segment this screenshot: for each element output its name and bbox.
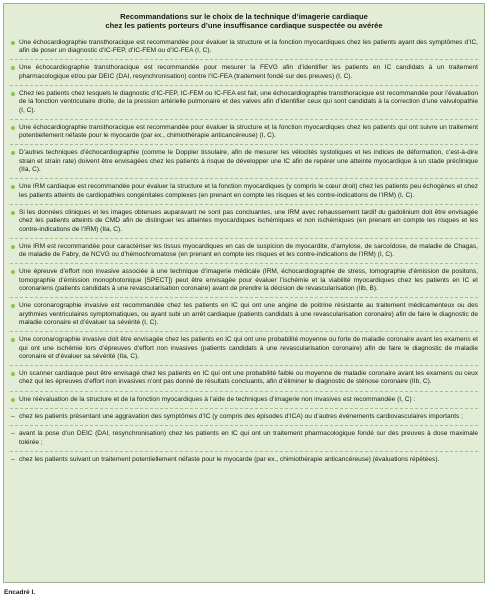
sub-item: – chez les patients présentant une aggravation des symptômes d’IC (y compris des épisodes d’ICA) ou d’autres événements cardiovasculaires importants ; <box>11 413 463 421</box>
recommendation-item: Une IRM cardiaque est recommandée pour évaluer la structure et la fonction myocardiques (y compris le cœur droit) chez les patients peu échogènes et chez les patients atteints de cardiopathies congénitales complexes (en prenant en compte les risques et les contre-indications de l’IRM) (I, C). <box>10 183 478 200</box>
divider <box>10 263 478 264</box>
divider <box>10 238 478 239</box>
divider <box>10 204 478 205</box>
divider <box>10 425 478 426</box>
divider <box>10 408 478 409</box>
sub-item: – chez les patients suivant un traitement potentiellement néfaste pour le myocarde (par ex., chimiothérapie anticancéreuse) (évaluations répétées). <box>11 455 440 463</box>
divider <box>10 365 478 366</box>
caption: Encadré I. <box>4 589 36 596</box>
bullet-icon <box>11 372 15 376</box>
recommendation-item: Une échocardiographie transthoracique est recommandée pour évaluer la structure et la fonction myocardiques chez les patients qui ont suivre un traitement potentiellement néfaste pour le myocarde (par ex., chimiothérapie anticancéreuse) (I, C). <box>10 124 478 141</box>
recommendation-item: Une coronarographie invasive doit être envisagée chez les patients en IC qui ont une probabilité moyenne ou forte de maladie coronaire avant les examens et qui ont une ischémie lors d’épreuves d’effort non invasives (patients candidats à une revascularisation coronaire) afin de faire le diagnostic de maladie coronaire et d’évaluer sa sévérité (IIa, C). <box>10 336 478 361</box>
bullet-icon <box>11 185 15 189</box>
recommendation-item: Une épreuve d’effort non invasive associée à une technique d’imagerie médicale (IRM, échocardiographie de stress, tomographie d’émission de positons, tomographie d’émission monophotonique [SPECT]) peut être envisagée pour évaluer l’ischémie et la viabilité myocardiques chez les patients en IC et coronariens (patients candidats à une revascularisation coronaire) avant de prendre la décision de revascularisation (IIb, B). <box>10 268 478 293</box>
dash-marker: – <box>11 413 15 421</box>
recommendation-item: Chez les patients chez lesquels le diagnostic d’IC-FEP, IC-FEM ou IC-FEA est fait, une échocardiographie transthoracique est recommandée pour l’évaluation de la fonction ventriculaire droite, de la pression artérielle pulmonaire et des valves afin d’identifier ceux qui sont candidats à la correction d’une valvulopathie (I, C). <box>10 90 478 115</box>
bullet-icon <box>11 211 15 215</box>
recommendations-box <box>3 3 485 583</box>
recommendation-item: Une échocardiographie transthoracique est recommandée pour évaluer la structure et la fonction myocardiques chez les patients ayant des symptômes d’IC, afin de poser un diagnostic d’IC-FEP, d’IC-FEM ou d’IC-FEA (I, C). <box>10 39 478 56</box>
divider <box>10 59 478 60</box>
bullet-icon <box>11 41 15 45</box>
title-line-2: chez les patients porteurs d’une insuffisance cardiaque suspectée ou avérée <box>105 21 383 31</box>
bullet-icon <box>11 338 15 342</box>
bullet-icon <box>11 245 15 249</box>
bullet-icon <box>11 398 15 402</box>
dash-marker: – <box>11 455 15 463</box>
divider <box>10 391 478 392</box>
box-title <box>10 12 478 31</box>
divider <box>10 119 478 120</box>
bullet-icon <box>11 270 15 274</box>
divider <box>10 297 478 298</box>
divider <box>10 331 478 332</box>
divider <box>10 144 478 145</box>
divider <box>10 451 478 452</box>
recommendation-item: Une échocardiographie transthoracique est recommandée pour mesurer la FEVG afin d’identifier les patients en IC candidats à un traitement pharmacologique et/ou par DEIC (DAI, resynchronisation) contre l’IC-FEA (traitement fondé sur des preuves) (I, C). <box>10 64 478 81</box>
divider <box>10 85 478 86</box>
recommendation-item: D’autres techniques d’échocardiographie (comme le Doppler tissulaire, afin de mesurer les vélocités systoliques et les indices de déformation, c’est-à-dire strain et strain rate) doivent être envisagées chez les patients à risque de développer une IC afin de repérer une atteinte myocardique à un stade préclinique (IIa, C). <box>10 149 478 174</box>
bullet-icon <box>11 66 15 70</box>
divider <box>10 178 478 179</box>
recommendation-item: Une IRM est recommandée pour caractériser les tissus myocardiques en cas de suspicion de myocardite, d’amylose, de sarcoïdose, de maladie de Chagas, de maladie de Fabry, de NCVG ou d’hémochromatose (en prenant en compte les risques et les contre-indications de l’IRM) (I, C). <box>10 243 478 260</box>
bullet-icon <box>11 126 15 130</box>
recommendation-item: Si les données cliniques et les images obtenues auparavant ne sont pas concluantes, une IRM avec rehaussement tardif du gadolinium doit être envisagée chez les patients atteints de CMD afin de distinguer les atteintes myocardiques ischémiques et non ischémiques (en prenant en compte les risques et les contre-indications de l’IRM) (IIa, C). <box>10 209 478 234</box>
sub-item: – avant la pose d’un DEIC (DAI, resynchronisation) chez les patients en IC qui ont un traitement pharmacologique fondé sur des preuves à dose maximale tolérée ; <box>11 430 478 446</box>
title-line-1: Recommandations sur le choix de la technique d’imagerie cardiaque <box>120 12 368 21</box>
recommendation-item: Un scanner cardiaque peut être envisagé chez les patients en IC qui ont une probabilité faible ou moyenne de maladie coronaire avant les examens ou ceux chez qui les épreuves d’effort non invasives n’ont pas donné de résultats concluants, afin d’éliminer le diagnostic de sténose coronaire (IIb, C). <box>10 370 478 387</box>
recommendation-item: Une réévaluation de la structure et de la fonction myocardiques à l’aide de techniques d’imagerie non invasives est recommandée (I, C) : <box>10 396 478 404</box>
dash-marker: – <box>11 430 15 438</box>
recommendation-item: Une coronarographie invasive est recommandée chez les patients en IC qui ont une angine de poitrine résistante au traitement médicamenteux ou des arythmies ventriculaires symptomatiques, ou ayant subi un arrêt cardiaque (patients candidats à une revascularisation coronaire) afin de faire le diagnostic de maladie coronaire et d’évaluer sa sévérité (I, C). <box>10 302 478 327</box>
bullet-icon <box>11 304 15 308</box>
bullet-icon <box>11 92 15 96</box>
bullet-icon <box>11 151 15 155</box>
